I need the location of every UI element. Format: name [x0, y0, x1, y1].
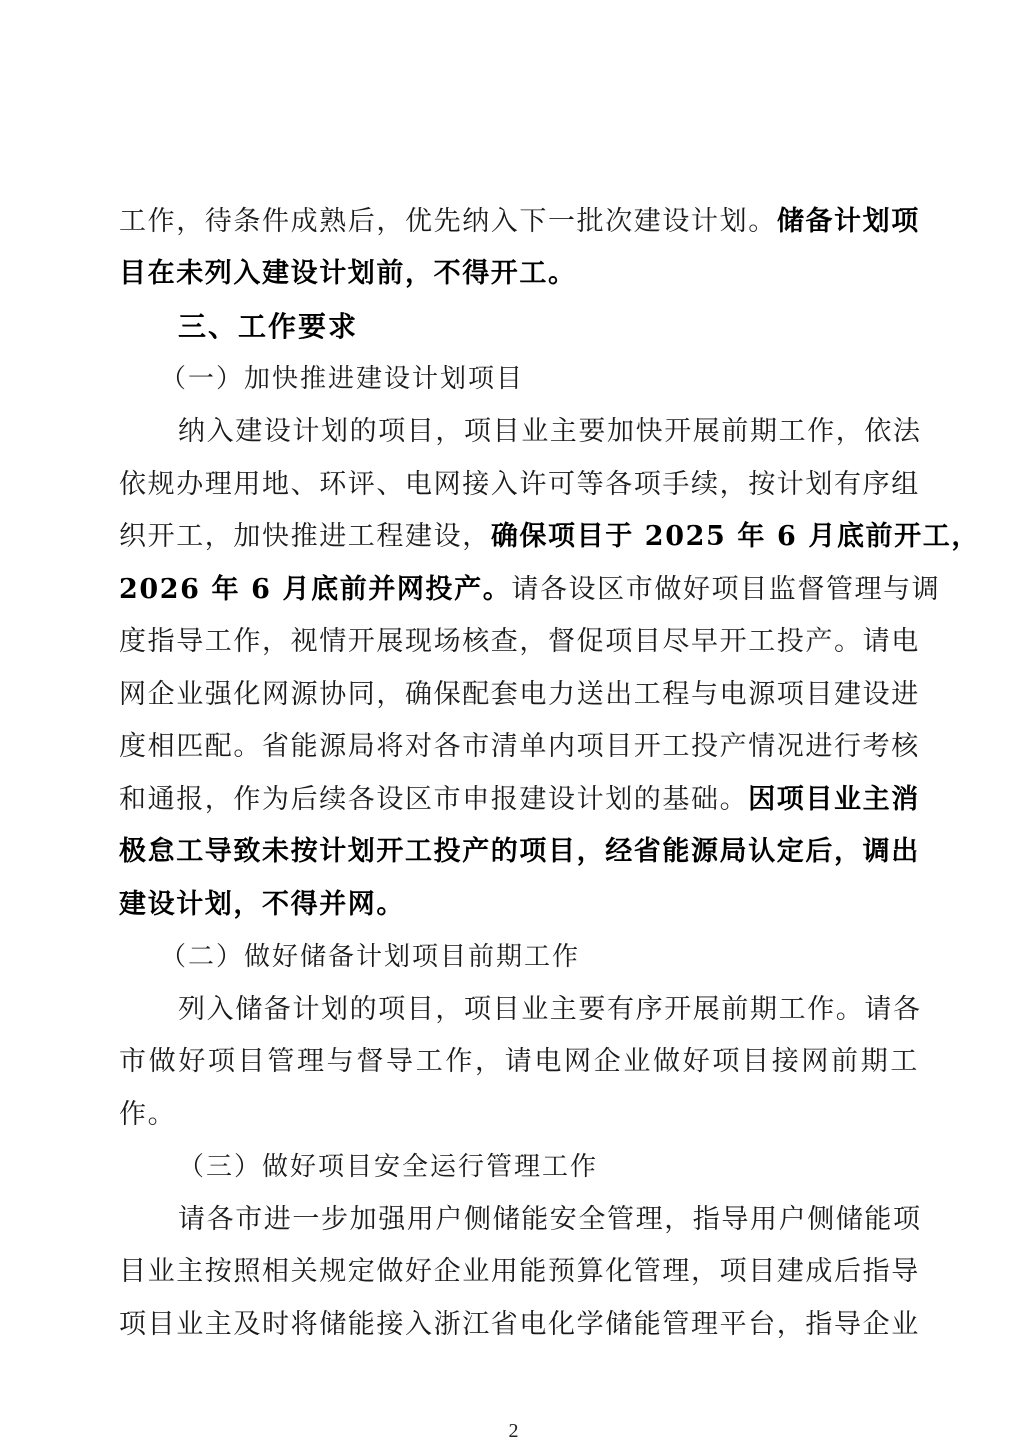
text-segment: 请各市进一步加强用户侧储能安全管理，指导用户侧储能项 [178, 1204, 922, 1235]
body-line [119, 727, 919, 767]
text-segment: 和通报，作为后续各设区市申报建设计划的基础。 [119, 784, 749, 815]
text-segment: 工作，待条件成熟后，优先纳入下一批次建设计划。 [119, 206, 777, 237]
body-line [178, 1200, 922, 1240]
text-segment: 项目业主及时将储能接入浙江省电化学储能管理平台，指导企业 [119, 1309, 920, 1340]
heading-text: （一）加快推进建设计划项目 [160, 364, 525, 394]
body-line [119, 1252, 919, 1292]
text-segment: 依规办理用地、环评、电网接入许可等各项手续，按计划有序组 [119, 469, 920, 500]
body-line [119, 1042, 919, 1082]
page-number: 2 [508, 1420, 519, 1442]
bold-text-segment: 确保项目于 2025 年 6 月底前开工， [490, 521, 980, 552]
text-segment: 请各设区市做好项目监督管理与调 [511, 574, 941, 605]
body-line [119, 465, 919, 505]
text-segment: 纳入建设计划的项目，项目业主要加快开展前期工作，依法 [178, 416, 922, 447]
body-line [178, 412, 922, 452]
bold-text-segment: 因项目业主消 [748, 784, 920, 815]
body-line [119, 622, 919, 662]
heading-text: （二）做好储备计划项目前期工作 [160, 942, 581, 972]
text-segment: 作。 [119, 1099, 177, 1130]
subsection-heading [160, 359, 960, 399]
body-line [119, 202, 919, 242]
heading-text: （三）做好项目安全运行管理工作 [178, 1152, 599, 1182]
body-line [178, 990, 922, 1030]
section-heading [178, 307, 978, 347]
text-segment: 目业主按照相关规定做好企业用能预算化管理，项目建成后指导 [119, 1256, 920, 1287]
bold-text-segment: 建设计划，不得并网。 [119, 889, 405, 920]
body-line [119, 832, 919, 872]
text-segment: 网企业强化网源协同，确保配套电力送出工程与电源项目建设进 [119, 679, 920, 710]
body-line [119, 570, 941, 610]
bold-text-segment: 极怠工导致未按计划开工投产的项目，经省能源局认定后，调出 [119, 836, 920, 867]
body-line [119, 1095, 919, 1135]
subsection-heading [160, 937, 960, 977]
body-line [119, 517, 980, 557]
body-line [119, 254, 919, 294]
bold-text-segment: 目在未列入建设计划前，不得开工。 [119, 258, 577, 289]
text-segment: 度相匹配。省能源局将对各市清单内项目开工投产情况进行考核 [119, 731, 920, 762]
text-segment: 度指导工作，视情开展现场核查，督促项目尽早开工投产。请电 [119, 626, 920, 657]
text-segment: 市做好项目管理与督导工作，请电网企业做好项目接网前期工 [119, 1046, 919, 1077]
body-line [119, 1305, 919, 1345]
bold-text-segment: 2026 年 6 月底前并网投产。 [119, 574, 512, 605]
body-line [119, 780, 919, 820]
body-line [119, 885, 919, 925]
text-segment: 列入储备计划的项目，项目业主要有序开展前期工作。请各 [178, 994, 922, 1025]
heading-text: 三、工作要求 [178, 310, 359, 343]
body-line [119, 675, 919, 715]
text-segment: 织开工，加快推进工程建设， [119, 521, 491, 552]
bold-text-segment: 储备计划项 [776, 206, 920, 237]
subsection-heading [178, 1147, 978, 1187]
